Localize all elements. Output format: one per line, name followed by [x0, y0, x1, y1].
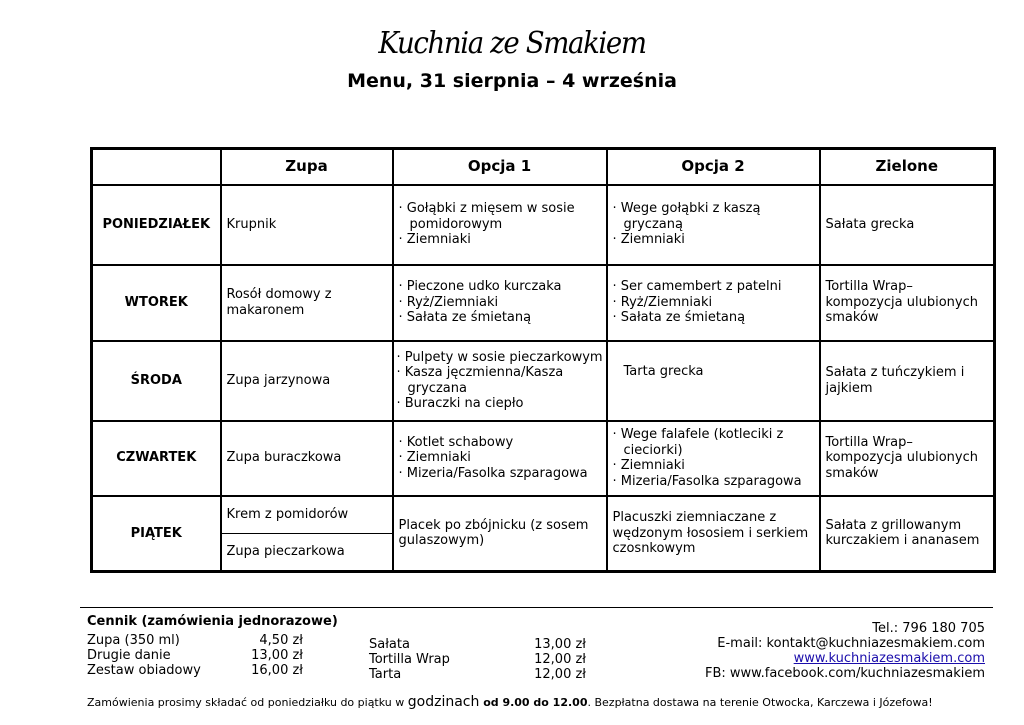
- zupa-cell: Krem z pomidorów: [221, 496, 393, 534]
- dish-line: · Mizeria/Fasolka szparagowa: [398, 465, 588, 481]
- note-part: . Bezpłatna dostawa na terenie Otwocka, Karczewa i Józefowa!: [587, 696, 933, 709]
- dish-line: · Ziemniaki: [612, 232, 685, 248]
- price-item: Sałata: [369, 637, 410, 652]
- header-zupa: Zupa: [221, 149, 393, 185]
- price-row: [369, 637, 586, 652]
- pricing-title: Cennik (zamówienia jednorazowe): [87, 614, 338, 629]
- opcja2-cell: Placuszki ziemniaczane z wędzonym łososiem i serkiem czosnkowym: [607, 496, 820, 572]
- dish-line: · Ziemniaki: [612, 458, 685, 473]
- price-value: 16,00 zł: [251, 663, 303, 678]
- opcja1-cell: [393, 341, 607, 421]
- weekly-menu-table: [90, 147, 996, 573]
- zielone-cell: Sałata z tuńczykiem i jajkiem: [820, 341, 995, 421]
- price-value: 13,00 zł: [251, 648, 303, 663]
- zupa-cell: Zupa jarzynowa: [221, 341, 393, 421]
- facebook-text: FB: www.facebook.com/kuchniazesmakiem: [705, 666, 985, 681]
- restaurant-title: Kuchnia ze Smakiem: [378, 26, 646, 61]
- price-value: 12,00 zł: [534, 667, 586, 682]
- table-row: [92, 341, 995, 421]
- header-opcja2: Opcja 2: [607, 149, 820, 185]
- price-item: Tortilla Wrap: [369, 652, 450, 667]
- dish-line: · Pulpety w sosie pieczarkowym: [396, 349, 603, 365]
- price-row: [369, 667, 586, 682]
- footer-divider: [80, 607, 993, 608]
- dish-line: · Ziemniaki: [398, 232, 471, 248]
- opcja2-cell: [607, 265, 820, 341]
- dish-line: · Sałata ze śmietaną: [398, 310, 532, 326]
- dish-line: Tarta grecka: [623, 363, 704, 379]
- table-header-row: [92, 149, 995, 185]
- pricing-list-right: [369, 637, 586, 682]
- price-item: Zupa (350 ml): [87, 633, 180, 648]
- opcja1-cell: Placek po zbójnicku (z sosem gulaszowym): [393, 496, 607, 572]
- dish-line: · Buraczki na ciepło: [396, 396, 524, 411]
- zielone-cell: Sałata z grillowanym kurczakiem i ananasem: [820, 496, 995, 572]
- dish-line: · Ryż/Ziemniaki: [398, 294, 499, 310]
- price-row: [87, 663, 303, 678]
- price-item: Drugie danie: [87, 648, 171, 663]
- opcja2-cell: [607, 421, 820, 496]
- table-row: [92, 421, 995, 496]
- order-info-note: [87, 694, 933, 710]
- dish-line: · Sałata ze śmietaną: [612, 310, 746, 326]
- zupa-cell: Zupa pieczarkowa: [221, 534, 393, 572]
- dish-line: · Ziemniaki: [398, 450, 471, 466]
- opcja1-cell: [393, 421, 607, 496]
- note-part: godzinach: [407, 694, 480, 710]
- price-row: [87, 633, 303, 648]
- opcja2-cell: [607, 185, 820, 265]
- dish-line: · Pieczone udko kurczaka: [398, 279, 562, 295]
- zielone-cell: Sałata grecka: [820, 185, 995, 265]
- table-row: [92, 185, 995, 265]
- table-row: [92, 496, 995, 534]
- day-cell: PONIEDZIAŁEK: [92, 185, 221, 265]
- menu-date-range: Menu, 31 sierpnia – 4 września: [347, 70, 677, 92]
- price-item: Zestaw obiadowy: [87, 663, 201, 678]
- phone-text: Tel.: 796 180 705: [872, 621, 985, 636]
- day-cell: CZWARTEK: [92, 421, 221, 496]
- dish-line: · Kasza jęczmienna/Kasza gryczana: [396, 365, 564, 396]
- dish-line: · Gołąbki z mięsem w sosie pomidorowym: [398, 201, 575, 232]
- header-day: [92, 149, 221, 185]
- zupa-cell: Rosół domowy z makaronem: [221, 265, 393, 341]
- price-value: 4,50 zł: [259, 633, 303, 648]
- opcja1-cell: [393, 185, 607, 265]
- price-value: 13,00 zł: [534, 637, 586, 652]
- price-item: Tarta: [369, 667, 402, 682]
- opcja1-cell: [393, 265, 607, 341]
- table-row: [92, 265, 995, 341]
- dish-line: · Mizeria/Fasolka szparagowa: [612, 473, 802, 489]
- header-opcja1: Opcja 1: [393, 149, 607, 185]
- day-cell: PIĄTEK: [92, 496, 221, 572]
- website-link[interactable]: www.kuchniazesmakiem.com: [793, 651, 985, 666]
- dish-line: · Kotlet schabowy: [398, 434, 514, 450]
- day-cell: WTOREK: [92, 265, 221, 341]
- opcja2-cell: [607, 341, 820, 421]
- dish-line: · Wege gołąbki z kaszą gryczaną: [612, 201, 761, 232]
- zupa-cell: Krupnik: [221, 185, 393, 265]
- price-row: [369, 652, 586, 667]
- zielone-cell: Tortilla Wrap– kompozycja ulubionych smaków: [820, 421, 995, 496]
- note-part: Zamówienia prosimy składać od poniedziałku do piątku w: [87, 696, 408, 709]
- day-cell: ŚRODA: [92, 341, 221, 421]
- dish-line: · Ryż/Ziemniaki: [612, 294, 713, 310]
- price-value: 12,00 zł: [534, 652, 586, 667]
- pricing-list-left: [87, 633, 303, 678]
- zupa-cell: Zupa buraczkowa: [221, 421, 393, 496]
- note-hours: od 9.00 do 12.00: [479, 696, 588, 709]
- dish-line: · Wege falafele (kotleciki z cieciorki): [612, 427, 784, 458]
- zielone-cell: Tortilla Wrap– kompozycja ulubionych smaków: [820, 265, 995, 341]
- email-text: E-mail: kontakt@kuchniazesmakiem.com: [717, 636, 985, 651]
- dish-line: · Ser camembert z patelni: [612, 279, 782, 295]
- price-row: [87, 648, 303, 663]
- contact-info: [705, 621, 985, 681]
- header-zielone: Zielone: [820, 149, 995, 185]
